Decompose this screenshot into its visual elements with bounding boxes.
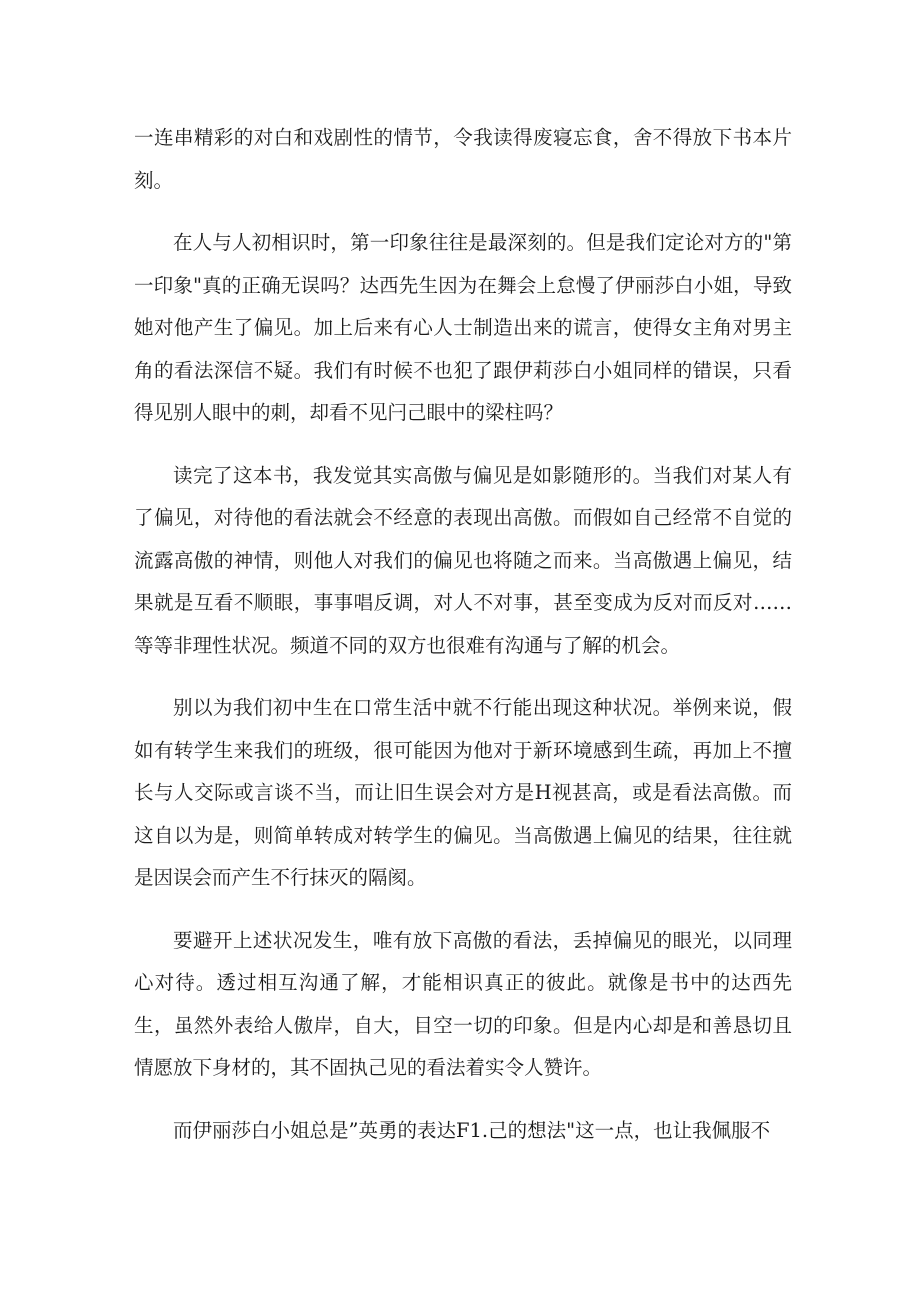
paragraph-example: 别以为我们初中生在口常生活中就不行能出现这种状况。举例来说，假如有转学生来我们的班级，很可能因为他对于新环境感到生疏，再加上不擅长与人交际或言谈不当，而让旧生误会对方是H视甚高，或是看法高傲。而这自以为是，则简单转成对转学生的偏见。当高傲遇上偏见的结果，往往就是因误会而产生不行抹灭的隔阂。 — [134, 696, 792, 889]
paragraph-elizabeth: 而伊丽莎白小姐总是”英勇的表达F1.己的想法"这一点，也让我佩服不 — [173, 1118, 771, 1142]
paragraph-continued: 一连串精彩的对白和戏剧性的情节，令我读得废寝忘食，舍不得放下书本片刻。 — [134, 126, 792, 192]
paragraph-solution: 要避开上述状况发生，唯有放下高傲的看法，丢掉偏见的眼光，以同理心对待。透过相互沟通了解，才能相识真正的彼此。就像是书中的达西先生，虽然外表给人傲岸，自大，目空一切的印象。但是内心却是和善恳切且情愿放下身材的，其不固执己见的看法着实令人赞许。 — [134, 928, 792, 1079]
paragraph-first-impression: 在人与人初相识时，第一印象往往是最深刻的。但是我们定论对方的"第一印象"真的正确无误吗？达西先生因为在舞会上怠慢了伊丽莎白小姐，导致她对他产生了偏见。加上后来有心人士制造出来的谎言，使得女主角对男主角的看法深信不疑。我们有时候不也犯了跟伊莉莎白小姐同样的错误，只看得见别人眼中的刺，却看不见闩己眼中的梁柱吗？ — [134, 231, 792, 424]
paragraph-pride-prejudice: 读完了这本书，我发觉其实高傲与偏见是如影随形的。当我们对某人有了偏见，对待他的看法就会不经意的表现出高傲。而假如自己经常不自觉的流露高傲的神情，则他人对我们的偏见也将随之而来。当高傲遇上偏见，结果就是互看不顺眼，事事唱反调，对人不对事，甚至变成为反对而反对……等等非理性状况。频道不同的双方也很难有沟通与了解的机会。 — [134, 463, 792, 657]
